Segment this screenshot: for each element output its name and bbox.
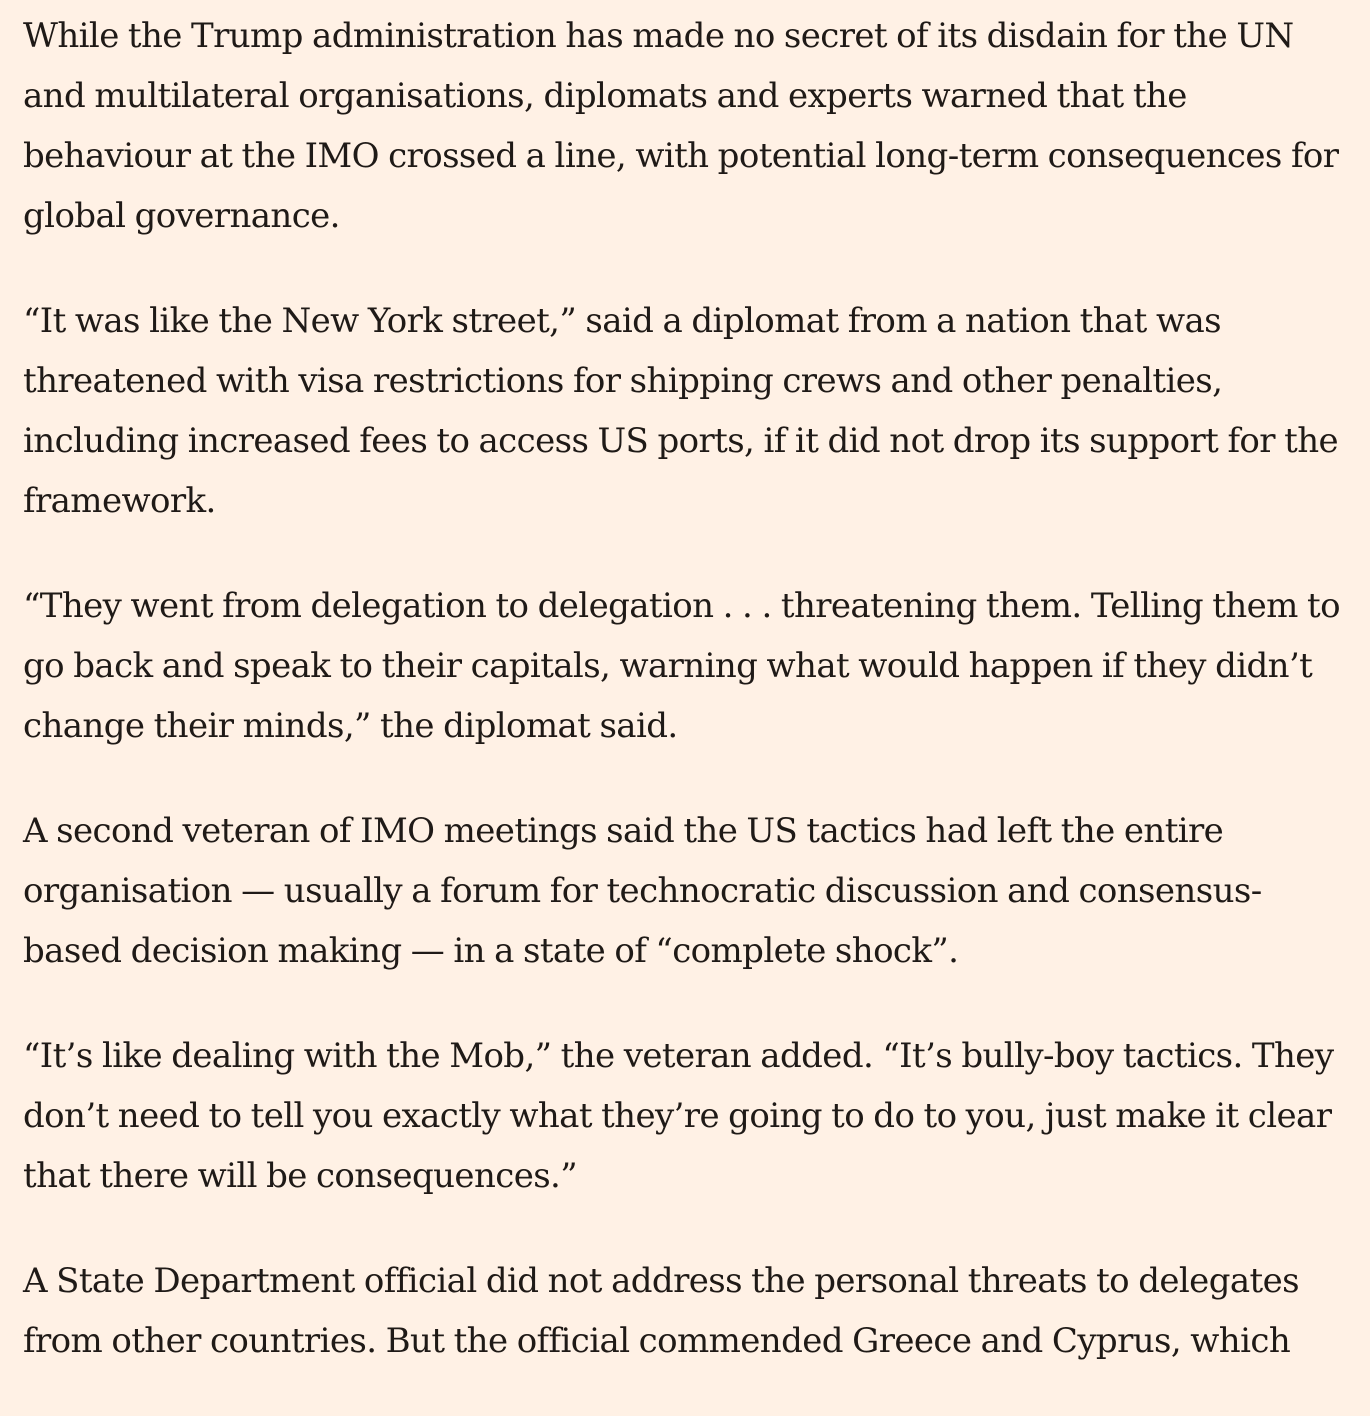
paragraph-5	[23, 1026, 1343, 1206]
paragraph-4	[23, 801, 1343, 981]
paragraph-line: from other countries. But the official commended Greece and Cyprus, which	[23, 1321, 1291, 1361]
article-body	[23, 0, 1343, 1416]
paragraph-line: and multilateral organisations, diplomats and experts warned that the	[23, 76, 1187, 116]
paragraph-2	[23, 291, 1343, 531]
paragraph-line: behaviour at the IMO crossed a line, with potential long-term consequences for	[23, 136, 1339, 176]
paragraph-line: A second veteran of IMO meetings said the US tactics had left the entire	[23, 811, 1224, 851]
paragraph-line: including increased fees to access US ports, if it did not drop its support for the	[23, 421, 1339, 461]
paragraph-line: While the Trump administration has made no secret of its disdain for the UN	[23, 16, 1294, 56]
paragraph-line: framework.	[23, 481, 216, 521]
paragraph-1	[23, 6, 1343, 246]
paragraph-line: threatened with visa restrictions for shipping crews and other penalties,	[23, 361, 1223, 401]
paragraph-line: don’t need to tell you exactly what they’re going to do to you, just make it clear	[23, 1096, 1332, 1136]
paragraph-3	[23, 576, 1343, 756]
paragraph-line: based decision making — in a state of “complete shock”.	[23, 931, 959, 971]
paragraph-line: “They went from delegation to delegation . . . threatening them. Telling them to	[23, 586, 1340, 626]
paragraph-line: A State Department official did not address the personal threats to delegates	[23, 1261, 1299, 1301]
paragraph-line: “It’s like dealing with the Mob,” the veteran added. “It’s bully-boy tactics. They	[23, 1036, 1334, 1076]
paragraph-line: change their minds,” the diplomat said.	[23, 706, 678, 746]
paragraph-line: organisation — usually a forum for technocratic discussion and consensus-	[23, 871, 1262, 911]
paragraph-line: global governance.	[23, 196, 340, 236]
paragraph-line: “It was like the New York street,” said a diplomat from a nation that was	[23, 301, 1221, 341]
paragraph-line: go back and speak to their capitals, warning what would happen if they didn’t	[23, 646, 1313, 686]
paragraph-line: that there will be consequences.”	[23, 1156, 578, 1196]
paragraph-6	[23, 1251, 1343, 1371]
